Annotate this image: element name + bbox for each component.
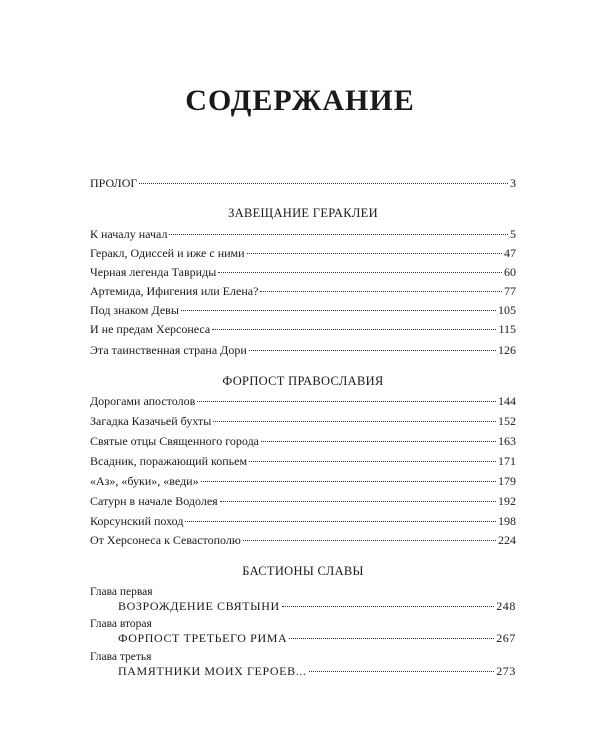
dot-leader: [247, 253, 502, 254]
toc-entry-page: 224: [498, 533, 516, 547]
page-title: СОДЕРЖАНИЕ: [185, 84, 415, 117]
section-heading: ЗАВЕЩАНИЕ ГЕРАКЛЕИ: [228, 206, 378, 220]
toc-entry-chapter[interactable]: [118, 631, 516, 645]
dot-leader: [201, 481, 496, 482]
toc-entry[interactable]: [90, 474, 516, 488]
dot-leader: [220, 501, 496, 502]
toc-entry-title: Артемида, Ифигения или Елена?: [90, 284, 259, 298]
toc-entry[interactable]: [90, 494, 516, 508]
toc-entry-title: ПАМЯТНИКИ МОИХ ГЕРОЕВ...: [118, 664, 307, 678]
toc-entry-page: 152: [498, 414, 516, 428]
chapter-label: Глава первая: [90, 586, 153, 598]
toc-entry-page: 144: [498, 394, 516, 408]
toc-entry[interactable]: [90, 394, 516, 408]
toc-entry-page: 171: [498, 454, 516, 468]
dot-leader: [282, 606, 494, 607]
toc-entry-title: ВОЗРОЖДЕНИЕ СВЯТЫНИ: [118, 599, 280, 613]
toc-entry-title: Всадник, поражающий копьем: [90, 454, 248, 468]
toc-entry-page: 77: [504, 284, 516, 298]
toc-entry[interactable]: [90, 227, 516, 241]
dot-leader: [169, 234, 508, 235]
dot-leader: [218, 272, 502, 273]
toc-entry-title: Под знаком Девы: [90, 303, 179, 317]
toc-entry[interactable]: [90, 322, 516, 336]
toc-entry-page: 3: [510, 176, 516, 190]
toc-entry-title: Дорогами апостолов: [90, 394, 196, 408]
toc-entry[interactable]: [90, 284, 516, 298]
toc-entry[interactable]: [90, 265, 516, 279]
toc-entry-title: И не предам Херсонеса: [90, 322, 211, 336]
toc-entry[interactable]: [90, 343, 516, 357]
section-heading: ФОРПОСТ ПРАВОСЛАВИЯ: [222, 374, 384, 388]
toc-entry-page: 179: [498, 474, 516, 488]
dot-leader: [249, 461, 496, 462]
chapter-label: Глава вторая: [90, 618, 152, 630]
toc-entry-title: Геракл, Одиссей и иже с ними: [90, 246, 245, 260]
toc-entry-page: 198: [498, 514, 516, 528]
toc-entry-title: Корсунский поход: [90, 514, 184, 528]
dot-leader: [309, 671, 495, 672]
dot-leader: [212, 329, 496, 330]
toc-entry-chapter[interactable]: [118, 664, 516, 678]
toc-entry-title: Загадка Казачьей бухты: [90, 414, 212, 428]
section-heading: БАСТИОНЫ СЛАВЫ: [242, 564, 364, 578]
dot-leader: [260, 291, 502, 292]
toc-entry[interactable]: [90, 414, 516, 428]
dot-leader: [243, 540, 496, 541]
dot-leader: [213, 421, 496, 422]
toc-entry-title: ПРОЛОГ: [90, 176, 138, 190]
toc-entry-page: 126: [498, 343, 516, 357]
toc-entry[interactable]: [90, 454, 516, 468]
toc-entry-page: 192: [498, 494, 516, 508]
dot-leader: [139, 183, 508, 184]
toc-entry-page: 5: [510, 227, 516, 241]
toc-entry-page: 47: [504, 246, 516, 260]
toc-entry-title: ФОРПОСТ ТРЕТЬЕГО РИМА: [118, 631, 288, 645]
toc-entry[interactable]: [90, 533, 516, 547]
toc-entry-title: Черная легенда Тавриды: [90, 265, 217, 279]
toc-entry-page: 273: [496, 664, 516, 678]
toc-entry[interactable]: [90, 434, 516, 448]
toc-entry-prologue[interactable]: [90, 176, 516, 190]
toc-entry-title: «Аз», «буки», «веди»: [90, 474, 199, 488]
dot-leader: [197, 401, 496, 402]
dot-leader: [289, 638, 494, 639]
toc-entry-page: 115: [498, 322, 516, 336]
toc-entry-title: Эта таинственная страна Дори: [90, 343, 247, 357]
toc-entry-chapter[interactable]: [118, 599, 516, 613]
toc-entry-title: Сатурн в начале Водолея: [90, 494, 218, 508]
dot-leader: [181, 310, 496, 311]
toc-entry-page: 248: [496, 599, 516, 613]
toc-entry[interactable]: [90, 246, 516, 260]
toc-entry-page: 105: [498, 303, 516, 317]
dot-leader: [185, 521, 496, 522]
toc-entry[interactable]: [90, 303, 516, 317]
toc-entry[interactable]: [90, 514, 516, 528]
toc-entry-title: К началу начал: [90, 227, 168, 241]
dot-leader: [261, 441, 496, 442]
toc-entry-title: Святые отцы Священного города: [90, 434, 260, 448]
chapter-label: Глава третья: [90, 651, 152, 663]
toc-entry-page: 60: [504, 265, 516, 279]
toc-entry-title: От Херсонеса к Севастополю: [90, 533, 241, 547]
dot-leader: [249, 350, 496, 351]
toc-entry-page: 163: [498, 434, 516, 448]
toc-entry-page: 267: [496, 631, 516, 645]
